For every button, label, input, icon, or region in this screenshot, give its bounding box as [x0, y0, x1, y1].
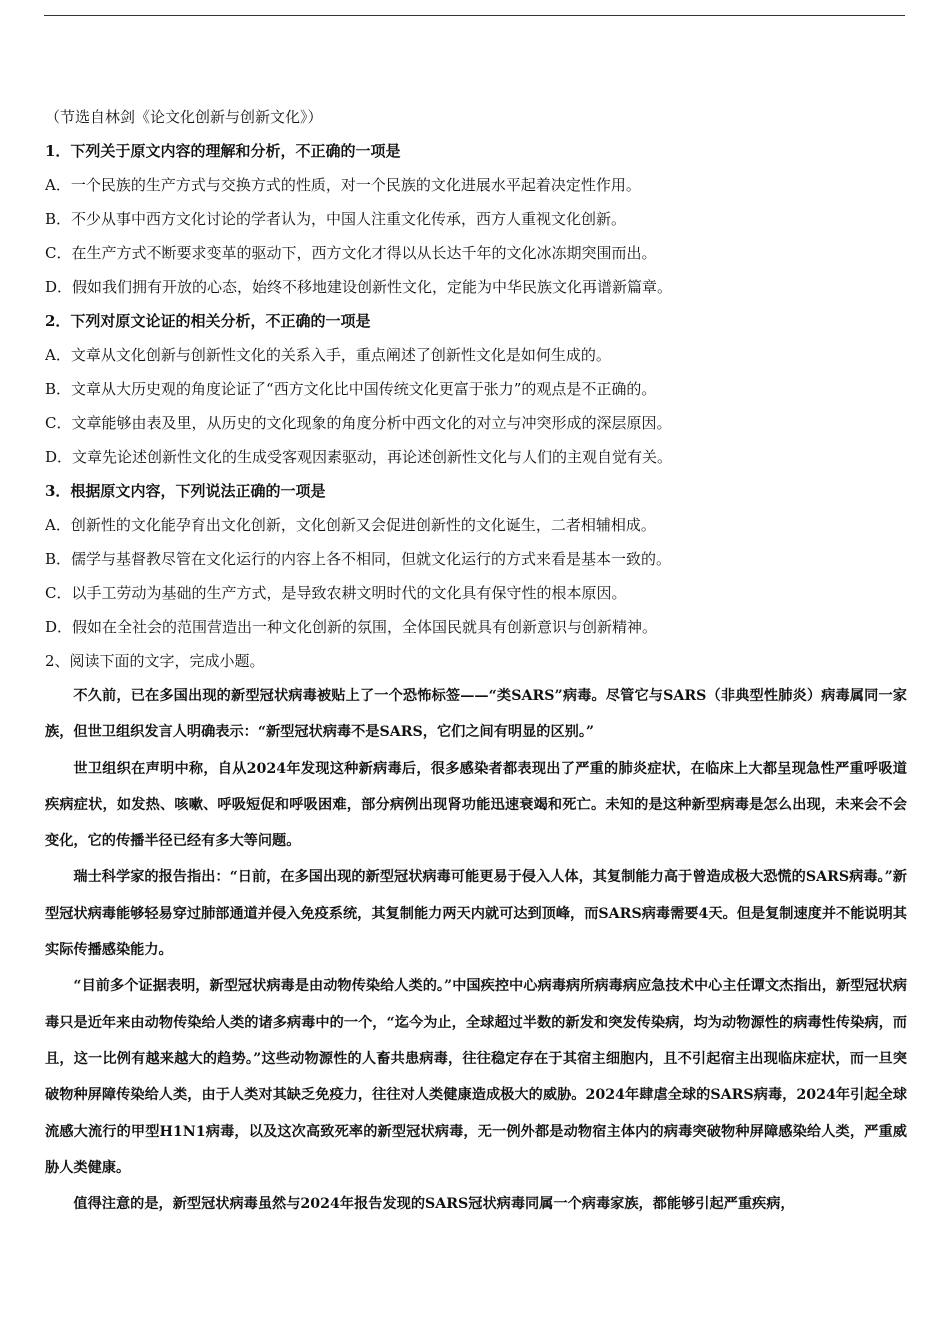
passage-paragraph: “目前多个证据表明，新型冠状病毒是由动物传染给人类的。”中国疾控中心病毒病所病毒病应急技术中心主任谭文杰指出，新型冠状病毒只是近年来由动物传染给人类的诸多病毒中的一个，“迄今为止，全球超过半数的新发和突发传染病，均为动物源性的病毒性传染病，而且，这一比例有越来越大的趋势。”这些动物源性的人畜共患病毒，往往稳定存在于其宿主细胞内，且不引起宿主出现临床症状，而一旦突破物种屏障传染给人类，由于人类对其缺乏免疫力，往往对人类健康造成极大的威胁。2024年肆虐全球的SARS病毒，2024年引起全球流感大流行的甲型H1N1病毒，以及这次高致死率的新型冠状病毒，无一例外都是动物宿主体内的病毒突破物种屏障感染给人类，严重威胁人类健康。 — [45, 978, 907, 1176]
option-a: A．文章从文化创新与创新性文化的关系入手，重点阐述了创新性文化是如何生成的。 — [45, 346, 611, 364]
section-heading: 2、阅读下面的文字，完成小题。 — [45, 652, 265, 670]
header-rule — [44, 15, 905, 16]
document-body — [45, 100, 907, 1222]
passage-paragraph: 瑞士科学家的报告指出：“日前，在多国出现的新型冠状病毒可能更易于侵入人体，其复制能力高于曾造成极大恐慌的SARS病毒。”新型冠状病毒能够轻易穿过肺部通道并侵入免疫系统，其复制能力两天内就可达到顶峰，而SARS病毒需要4天。但是复制速度并不能说明其实际传播感染能力。 — [45, 869, 907, 959]
question-stem: 3．根据原文内容，下列说法正确的一项是 — [45, 482, 326, 500]
option-a: A．创新性的文化能孕育出文化创新，文化创新又会促进创新性的文化诞生，二者相辅相成。 — [45, 516, 656, 534]
question-stem: 2．下列对原文论证的相关分析，不正确的一项是 — [45, 312, 371, 330]
option-c: C．以手工劳动为基础的生产方式，是导致农耕文明时代的文化具有保守性的根本原因。 — [45, 584, 627, 602]
question-1 — [45, 134, 907, 304]
option-b: B．儒学与基督教尽管在文化运行的内容上各不相同，但就文化运行的方式来看是基本一致的。 — [45, 550, 672, 568]
option-d: D．假如在全社会的范围营造出一种文化创新的氛围，全体国民就具有创新意识与创新精神。 — [45, 618, 658, 636]
option-b: B．不少从事中西方文化讨论的学者认为，中国人注重文化传承，西方人重视文化创新。 — [45, 210, 627, 228]
passage-paragraph: 值得注意的是，新型冠状病毒虽然与2024年报告发现的SARS冠状病毒同属一个病毒家族，都能够引起严重疾病， — [73, 1196, 795, 1213]
passage-paragraph: 世卫组织在声明中称，自从2024年发现这种新病毒后，很多感染者都表现出了严重的肺炎症状，在临床上大都呈现急性严重呼吸道疾病症状，如发热、咳嗽、呼吸短促和呼吸困难，部分病例出现肾功能迅速衰竭和死亡。未知的是这种新型病毒是怎么出现，未来会不会变化，它的传播半径已经有多大等问题。 — [45, 760, 907, 850]
source-note: （节选自林剑《论文化创新与创新文化》） — [45, 108, 323, 126]
question-stem: 1．下列关于原文内容的理解和分析，不正确的一项是 — [45, 142, 401, 160]
option-c: C．文章能够由表及里，从历史的文化现象的角度分析中西文化的对立与冲突形成的深层原因。 — [45, 414, 672, 432]
passage-paragraph: 不久前，已在多国出现的新型冠状病毒被贴上了一个恐怖标签——“类SARS”病毒。尽管它与SARS（非典型性肺炎）病毒属同一家族，但世卫组织发言人明确表示：“新型冠状病毒不是SARS，它们之间有明显的区别。” — [45, 688, 907, 741]
option-b: B．文章从大历史观的角度论证了“西方文化比中国传统文化更富于张力”的观点是不正确的。 — [45, 380, 657, 398]
question-2 — [45, 304, 907, 474]
question-3 — [45, 474, 907, 644]
option-c: C．在生产方式不断要求变革的驱动下，西方文化才得以从长达千年的文化冰冻期突围而出。 — [45, 244, 657, 262]
option-d: D．文章先论述创新性文化的生成受客观因素驱动，再论述创新性文化与人们的主观自觉有关。 — [45, 448, 673, 466]
option-d: D．假如我们拥有开放的心态，始终不移地建设创新性文化，定能为中华民族文化再谱新篇章。 — [45, 278, 673, 296]
option-a: A．一个民族的生产方式与交换方式的性质，对一个民族的文化进展水平起着决定性作用。 — [45, 176, 641, 194]
reading-passage — [45, 678, 907, 1222]
